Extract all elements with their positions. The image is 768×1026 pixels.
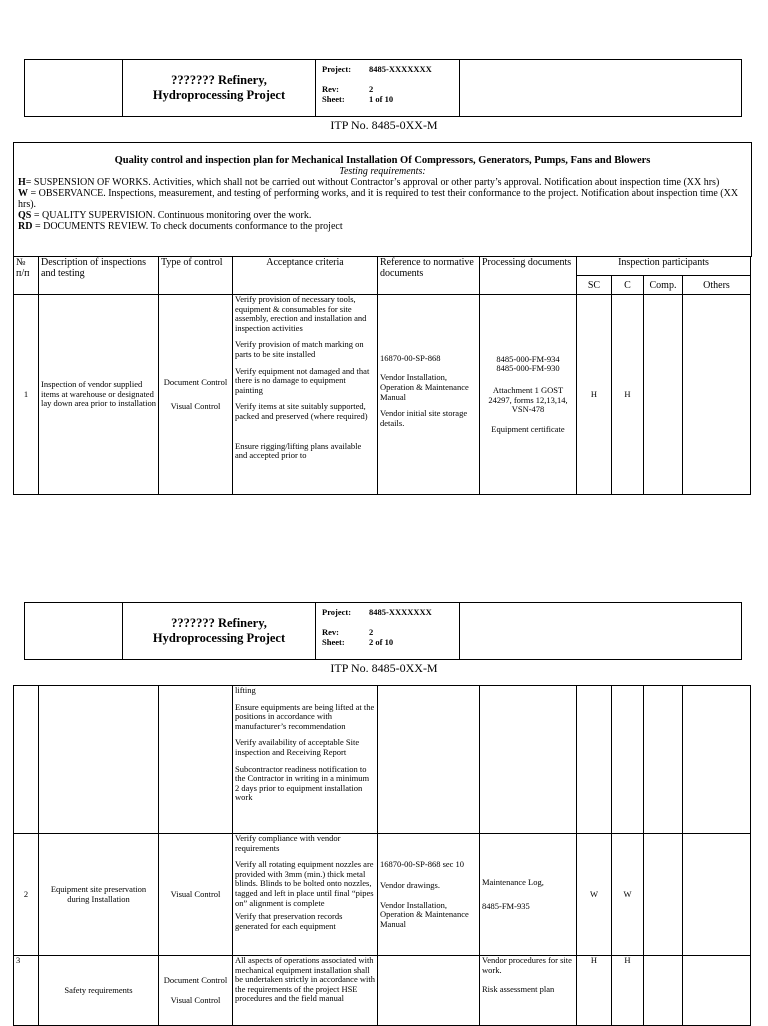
sheet-label: Sheet:	[322, 94, 345, 104]
row-processing: Vendor procedures for site work. Risk assessment plan	[480, 956, 577, 1026]
row-type	[159, 686, 233, 834]
row-processing: 8485-000-FM-934 8485-000-FM-930 Attachment 1 GOST 24297, forms 12,13,14, VSN-478 Equipment certificate	[480, 295, 577, 495]
row-sc: W	[577, 834, 612, 956]
row-reference: 16870-00-SP-868 sec 10 Vendor drawings. Vendor Installation, Operation & Maintenance Manual	[378, 834, 480, 956]
itp-number: ITP No. 8485-0XX-M	[330, 661, 438, 675]
project-meta	[316, 60, 460, 117]
table-row	[14, 295, 751, 495]
rev-value: 2	[369, 84, 374, 94]
project-title	[123, 60, 316, 117]
col-reference: Reference to normative documents	[378, 257, 480, 295]
row-description: Safety requirements	[39, 956, 159, 1026]
title-line-1: ??????? Refinery,	[171, 73, 267, 87]
row-reference	[378, 686, 480, 834]
row-comp	[644, 295, 683, 495]
row-sc: H	[577, 295, 612, 495]
legend-w: W = OBSERVANCE. Inspections, measurement, and testing of performing works, and it is required to test their conformance to the project. Notification about inspection time (XX hrs).	[18, 188, 739, 210]
sheet-label: Sheet:	[322, 637, 345, 647]
itp-table-page1	[13, 256, 751, 495]
blank-cell	[460, 60, 742, 117]
row-c: W	[612, 834, 644, 956]
col-participants: Inspection participants	[577, 257, 751, 276]
project-meta	[316, 603, 460, 660]
title-line-1: ??????? Refinery,	[171, 616, 267, 630]
col-description: Description of inspections and testing	[39, 257, 159, 295]
itp-number: ITP No. 8485-0XX-M	[330, 118, 438, 132]
row-acceptance: All aspects of operations associated with mechanical equipment installation shall be undertaken strictly in accordance with the requirements of the project HSE procedures and the field manual	[233, 956, 378, 1026]
page2-header	[24, 602, 742, 660]
row-reference	[378, 956, 480, 1026]
row-no: 2	[14, 834, 39, 956]
itp-table-page2	[13, 685, 751, 1026]
col-processing: Processing documents	[480, 257, 577, 295]
project-value: 8485-XXXXXXX	[369, 607, 432, 617]
row-type: Document Control Visual Control	[159, 956, 233, 1026]
title-line-2: Hydroprocessing Project	[152, 88, 286, 102]
blank-cell	[460, 603, 742, 660]
row-type: Document Control Visual Control	[159, 295, 233, 495]
project-value: 8485-XXXXXXX	[369, 64, 432, 74]
table-row	[14, 686, 751, 834]
row-type: Visual Control	[159, 834, 233, 956]
table-row	[14, 834, 751, 956]
row-comp	[644, 686, 683, 834]
row-sc	[577, 686, 612, 834]
row-acceptance: Verify provision of necessary tools, equipment & consumables for site assembly, erection and installation and inspection activities Verify provision of match marking on parts to be site installed Verify equipment not damaged and that there is no damage to equipment painting Verify items at site suitably supported, packed and preserved (where required) Ensure rigging/lifting plans available and accepted prior to	[233, 295, 378, 495]
rev-value: 2	[369, 627, 374, 637]
title-line-2: Hydroprocessing Project	[152, 631, 286, 645]
project-label: Project:	[322, 64, 352, 74]
col-others: Others	[683, 276, 751, 295]
row-c: H	[612, 956, 644, 1026]
row-others	[683, 834, 751, 956]
plan-title: Quality control and inspection plan for Mechanical Installation Of Compressors, Generators, Pumps, Fans and Blowers	[114, 155, 651, 166]
legend-qs: QS = QUALITY SUPERVISION. Continuous monitoring over the work.	[18, 210, 312, 221]
row-comp	[644, 834, 683, 956]
testing-requirements: Testing requirements:	[339, 166, 426, 177]
row-c: H	[612, 295, 644, 495]
col-sc: SC	[577, 276, 612, 295]
intro-block	[13, 142, 752, 257]
project-title	[123, 603, 316, 660]
row-processing: Maintenance Log, 8485-FM-935	[480, 834, 577, 956]
row-no	[14, 686, 39, 834]
logo-cell	[25, 603, 123, 660]
legend-rd: RD = DOCUMENTS REVIEW. To check documents conformance to the project	[18, 221, 343, 232]
col-c: C	[612, 276, 644, 295]
page1-header	[24, 59, 742, 117]
row-no: 1	[14, 295, 39, 495]
col-type: Type of control	[159, 257, 233, 295]
col-acceptance: Acceptance criteria	[233, 257, 378, 295]
rev-label: Rev:	[322, 627, 339, 637]
logo-cell	[25, 60, 123, 117]
row-description	[39, 686, 159, 834]
legend-h: H= SUSPENSION OF WORKS. Activities, which shall not be carried out without Contractor’s approval or other party’s approval. Notification about inspection time (XX hrs)	[18, 177, 720, 188]
rev-label: Rev:	[322, 84, 339, 94]
sheet-value: 2 of 10	[369, 637, 394, 647]
row-processing	[480, 686, 577, 834]
row-no: 3	[14, 956, 39, 1026]
row-c	[612, 686, 644, 834]
row-reference: 16870-00-SP-868 Vendor Installation, Operation & Maintenance Manual Vendor initial site storage details.	[378, 295, 480, 495]
col-comp: Comp.	[644, 276, 683, 295]
row-description: Inspection of vendor supplied items at warehouse or designated lay down area prior to installation	[39, 295, 159, 495]
row-description: Equipment site preservation during Installation	[39, 834, 159, 956]
table-row	[14, 956, 751, 1026]
row-acceptance: lifting Ensure equipments are being lifted at the positions in accordance with manufacturer’s recommendation Verify availability of acceptable Site inspection and Receiving Report Subcontractor readiness notification to the Contractor in writing in a minimum 2 days prior to equipment installation work	[233, 686, 378, 834]
row-others	[683, 686, 751, 834]
project-label: Project:	[322, 607, 352, 617]
row-others	[683, 956, 751, 1026]
sheet-value: 1 of 10	[369, 94, 394, 104]
row-sc: H	[577, 956, 612, 1026]
row-others	[683, 295, 751, 495]
row-acceptance: Verify compliance with vendor requirements Verify all rotating equipment nozzles are provided with 3mm (min.) thick metal blinds. Blinds to be bolted onto nozzles, tagged and left in place until final “pipes on” alignment is complete Verify that preservation records generated for each equipment	[233, 834, 378, 956]
row-comp	[644, 956, 683, 1026]
col-no: № п/п	[14, 257, 39, 295]
